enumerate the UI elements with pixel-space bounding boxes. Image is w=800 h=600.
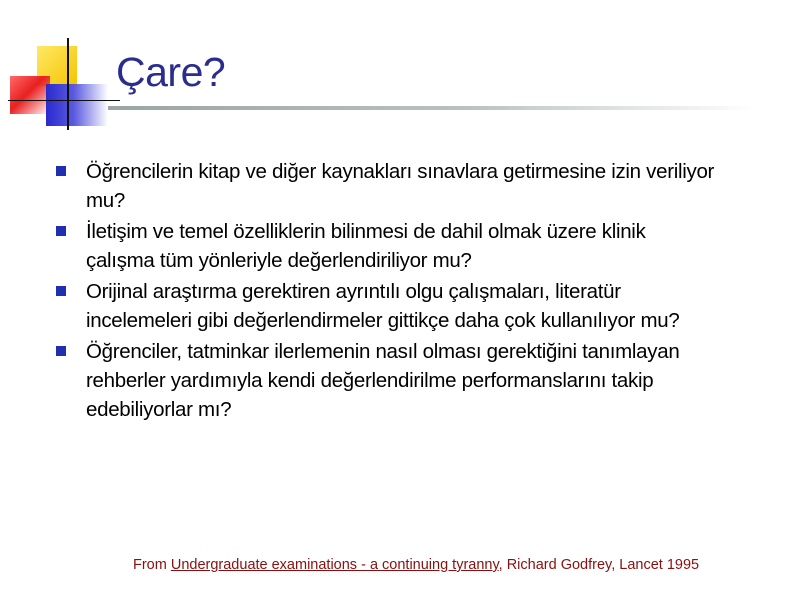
bullet-text: Öğrenciler, tatminkar ilerlemenin nasıl olması gerektiğini tanımlayan rehberler yardımıyla kendi değerlendirilme performanslarını takip edebiliyorlar mı? (86, 340, 680, 421)
bullet-item (56, 157, 716, 215)
logo-red-square (10, 76, 50, 114)
source-article-link[interactable]: Undergraduate examinations - a continuing tyranny (170, 557, 499, 573)
logo-horizontal-line (8, 100, 120, 101)
bullet-item (56, 217, 716, 275)
bullet-square-icon (56, 166, 66, 176)
bullet-item (56, 277, 716, 335)
title-underline-rule (108, 106, 758, 110)
source-prefix: From (133, 557, 171, 573)
bullet-square-icon (56, 346, 66, 356)
logo-blue-square (46, 84, 108, 126)
bullet-text: Öğrencilerin kitap ve diğer kaynakları sınavlara getirmesine izin veriliyor mu? (86, 160, 715, 212)
source-citation (133, 557, 699, 573)
bullet-square-icon (56, 286, 66, 296)
bullet-text: Orijinal araştırma gerektiren ayrıntılı olgu çalışmaları, literatür incelemeleri gibi değerlendirmeler gittikçe daha çok kullanılıyor mu? (86, 280, 680, 332)
bullet-square-icon (56, 226, 66, 236)
slide-title: Çare? (116, 49, 226, 95)
bullet-list (56, 157, 716, 426)
slide-logo-graphic (0, 0, 120, 140)
source-suffix: , Richard Godfrey, Lancet 1995 (498, 557, 700, 573)
bullet-item (56, 337, 716, 424)
bullet-text: İletişim ve temel özelliklerin bilinmesi de dahil olmak üzere klinik çalışma tüm yönleriyle değerlendiriliyor mu? (86, 220, 646, 272)
logo-vertical-line (67, 38, 69, 130)
